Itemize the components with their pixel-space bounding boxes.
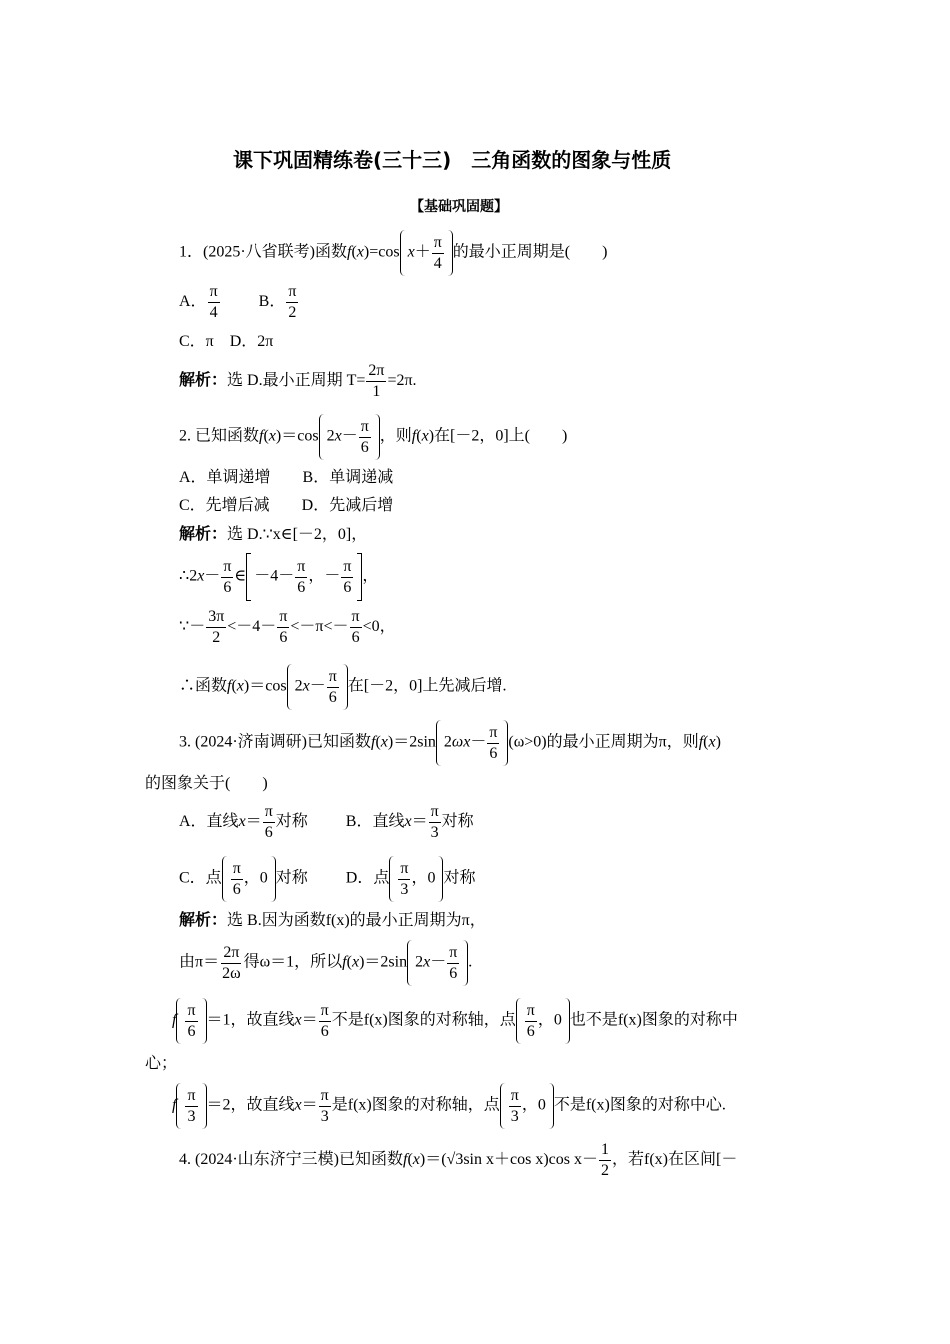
question-3-stem: 3. (2024·济南调研)已知函数f(x)＝2sin 2ωx－ $\frac{\pi}{6}$ (ω>0)的最小正周期为π，则f(x): [179, 720, 721, 766]
question-3-stem-line2: 的图象关于( ): [145, 775, 268, 792]
page-title: 课下巩固精练卷(三十三) 三角函数的图象与性质: [233, 148, 672, 172]
question-1-stem: 1．(2025·八省联考)函数f(x)=cos x＋ $\frac{\pi}{4}$ 的最小正周期是( ): [179, 230, 607, 276]
question-2-analysis-step3: ∵－ $\frac{3\pi}{2}$ <－4－ $\frac{\pi}{6}$ <－π<－ $\frac{\pi}{6}$ <0，: [179, 608, 396, 646]
question-1-options-cd: C．π D．2π: [179, 333, 274, 350]
question-4-stem: 4. (2024·山东济宁三模)已知函数f(x)＝(√3sin x＋cos x)cos x－ $\frac{1}{2}$ ，若f(x)在区间[－: [179, 1141, 738, 1179]
question-2-analysis: 解析：选 D.∵x∈[－2，0]，: [179, 526, 368, 543]
question-3-analysis: 解析：选 B.因为函数f(x)的最小正周期为π，: [179, 912, 486, 929]
question-1-options-ab: A． $\frac{\pi}{4}$ B． $\frac{\pi}{2}$: [179, 283, 297, 321]
question-2-options-ab: A．单调递增 B．单调递减: [179, 469, 394, 486]
section-heading: 【基础巩固题】: [410, 199, 508, 215]
question-3-options-ab: A．直线x＝ $\frac{\pi}{6}$ 对称 B．直线x＝ $\frac{\pi}{3}$ 对称: [179, 803, 474, 841]
question-1-analysis: 解析：选 D.最小正周期 T= $\frac{2\pi}{1}$ =2π.: [179, 362, 417, 400]
question-2-options-cd: C．先增后减 D．先减后增: [179, 497, 394, 514]
question-2-analysis-step2: ∴2x－ $\frac{\pi}{6}$ ∈ －4－ $\frac{\pi}{6}$ ，－ $\frac{\pi}{6}$ ，: [179, 553, 378, 601]
question-3-options-cd: C．点 $\frac{\pi}{6}$ ，0 对称 D．点 $\frac{\pi}{3}$ ，0 对称: [179, 856, 475, 902]
question-3-analysis-step3: f $\frac{\pi}{6}$ ＝1，故直线x＝ $\frac{\pi}{6}$ 不是f(x)图象的对称轴，点 $\frac{\pi}{6}$ ，0 也不是f(x)图象的对称中: [172, 998, 738, 1044]
question-2-stem: 2. 已知函数f(x)＝cos 2x－ $\frac{\pi}{6}$ ，则f(x)在[－2，0]上( ): [179, 414, 567, 460]
question-3-analysis-step2: 由π＝ $\frac{2\pi}{2\omega}$ 得ω＝1，所以f(x)＝2sin 2x－ $\frac{\pi}{6}$ .: [179, 940, 472, 986]
question-3-analysis-step4: f $\frac{\pi}{3}$ ＝2，故直线x＝ $\frac{\pi}{3}$ 是f(x)图象的对称轴，点 $\frac{\pi}{3}$ ，0 不是f(x)图象的对称中心.: [172, 1083, 726, 1129]
question-3-analysis-step3-cont: 心；: [145, 1055, 178, 1072]
question-2-analysis-step4: ∴函数f(x)＝cos 2x－ $\frac{\pi}{6}$ 在[－2，0]上先减后增.: [179, 664, 506, 710]
